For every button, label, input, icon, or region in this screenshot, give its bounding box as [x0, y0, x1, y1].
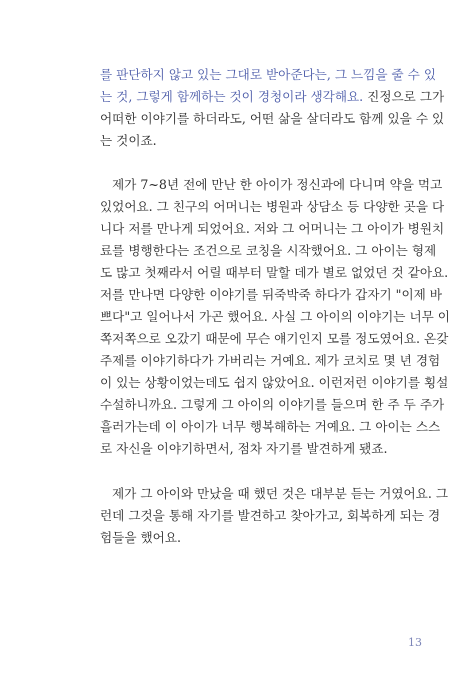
- body-text: 진정으로 그가: [363, 89, 445, 104]
- text-line: [100, 309, 450, 325]
- text-line: [100, 265, 449, 281]
- text-line: [100, 397, 445, 413]
- body-text: 주제를 이야기하다가 가버리는 거예요. 제가 코치로 몇 년 경험: [100, 353, 441, 368]
- body-text: 니다 저를 만나게 되었어요. 저와 그 어머니는 그 아이가 병원치: [100, 221, 445, 236]
- body-text: 흘러가는데 이 아이가 너무 행복해하는 거예요. 그 아이는 스스: [100, 419, 441, 434]
- text-line: [112, 486, 449, 502]
- body-text: 쁘다"고 일어나서 가곤 했어요. 사실 그 아이의 이야기는 너무 이: [100, 309, 450, 324]
- text-line: [100, 133, 375, 149]
- body-text: 는 것이죠.: [100, 133, 157, 148]
- text-line: [100, 441, 388, 457]
- body-text: 제가 그 아이와 만났을 때 했던 것은 대부분 듣는 거였어요. 그: [112, 486, 449, 501]
- body-text: 쪽저쪽으로 오갔기 때문에 무슨 얘기인지 모를 정도였어요. 온갖: [100, 331, 449, 346]
- body-text: 있었어요. 그 친구의 어머니는 병원과 상담소 등 다양한 곳을 다: [100, 199, 445, 214]
- text-line: [100, 221, 445, 237]
- text-line: [100, 287, 442, 303]
- body-text: 어떠한 이야기를 하더라도, 어떤 삶을 살더라도 함께 있을 수 있: [100, 111, 445, 126]
- text-line: [100, 199, 445, 215]
- highlighted-text: 를 판단하지 않고 있는 그대로 받아준다는, 그 느낌을 줄 수 있: [100, 67, 437, 82]
- body-text: 제가 7~8년 전에 만난 한 아이가 정신과에 다니며 약을 먹고: [112, 177, 443, 192]
- text-line: [100, 89, 445, 105]
- text-line: [100, 419, 441, 435]
- text-line: [100, 111, 445, 127]
- body-text: 험들을 했어요.: [100, 530, 181, 545]
- body-text: 런데 그것을 통해 자기를 발견하고 찾아가고, 회복하게 되는 경: [100, 508, 441, 523]
- text-line: [100, 353, 441, 369]
- body-text: 로 자신을 이야기하면서, 점차 자기를 발견하게 됐죠.: [100, 441, 388, 456]
- body-text: 저를 만나면 다양한 이야기를 뒤죽박죽 하다가 갑자기 "이제 바: [100, 287, 442, 302]
- text-line: [100, 530, 375, 546]
- body-text: 이 있는 상황이었는데도 쉽지 않았어요. 이런저런 이야기를 횡설: [100, 375, 449, 390]
- text-line: [100, 508, 441, 524]
- body-text: 수설하니까요. 그렇게 그 아이의 이야기를 들으며 한 주 두 주가: [100, 397, 445, 412]
- highlighted-text: 는 것, 그렇게 함께하는 것이 경청이라 생각해요.: [100, 89, 364, 104]
- body-text: 도 많고 첫째라서 어릴 때부터 말할 데가 별로 없었던 것 같아요.: [100, 265, 449, 280]
- body-text: 료를 병행한다는 조건으로 코칭을 시작했어요. 그 아이는 형제: [100, 243, 437, 258]
- text-line: [100, 375, 449, 391]
- text-line: [112, 177, 443, 193]
- page-number: 13: [408, 636, 422, 649]
- text-line: [100, 67, 437, 83]
- text-line: [100, 331, 449, 347]
- text-line: [100, 243, 437, 259]
